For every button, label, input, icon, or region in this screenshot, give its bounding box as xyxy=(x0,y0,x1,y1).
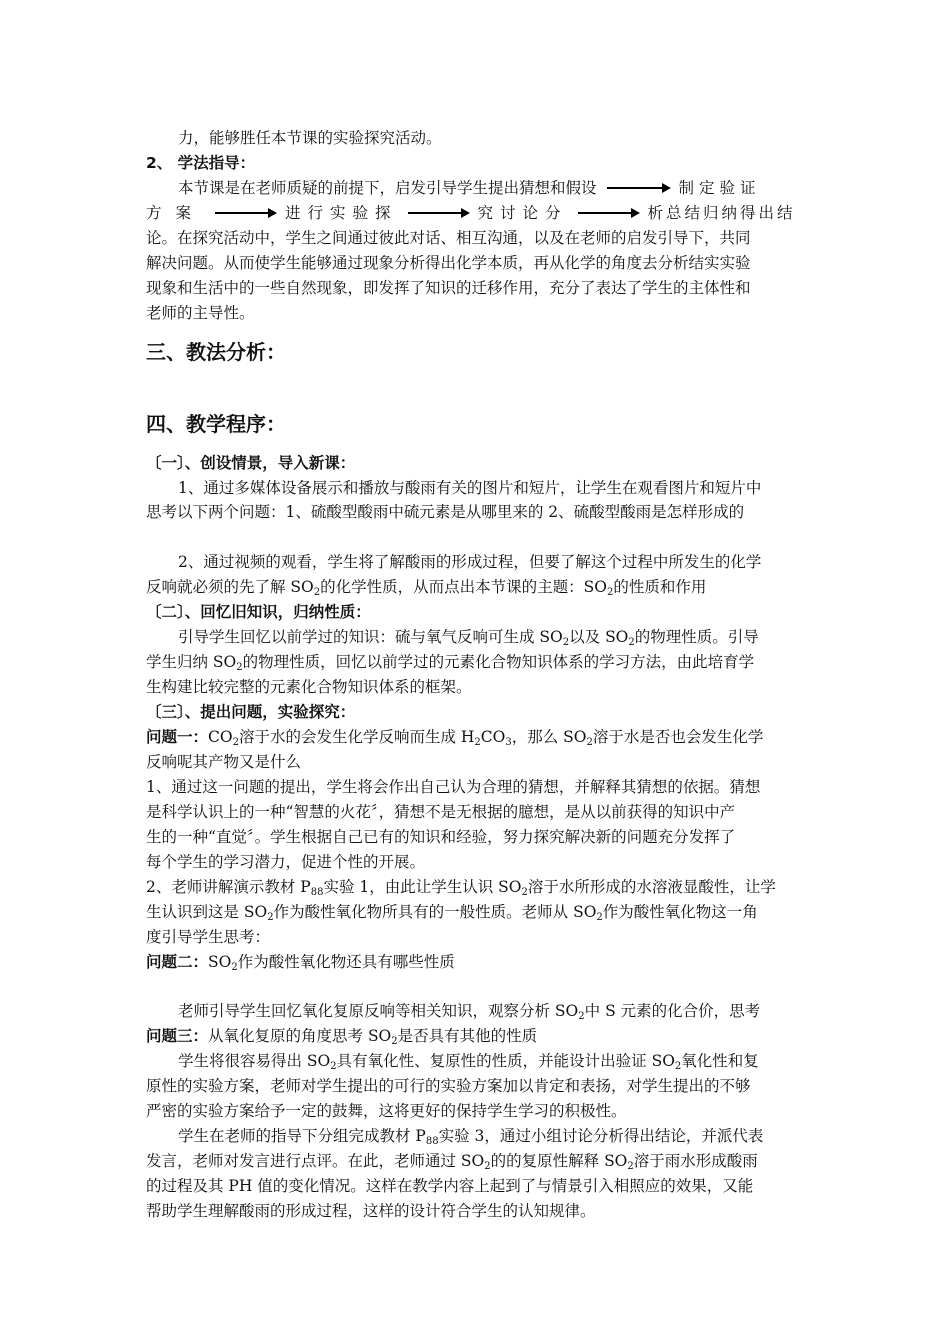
question-one-line: 问题一：$CO_2$溶于水的会发生化学反响而生成 $H_2CO_3$，那么 $SO_2$溶于水是否也会发生化学 xyxy=(146,727,764,748)
paragraph-line: 是科学认识上的一种“智慧的火花〞，猜想不是无根据的臆想，是从以前获得的知识中产 xyxy=(146,803,736,821)
paragraph-line: 的过程及其 PH 值的变化情况。这样在教学内容上起到了与情景引入相照应的效果，又能 xyxy=(146,1177,754,1195)
paragraph-line: 1、通过多媒体设备展示和播放与酸雨有关的图片和短片，让学生在观看图片和短片中 xyxy=(178,479,762,497)
question-label: 问题二： xyxy=(146,952,209,971)
paragraph-line: 解决问题。从而使学生能够通过现象分析得出化学本质，再从化学的角度去分析结实实验 xyxy=(146,254,751,272)
paragraph-line: 老师引导学生回忆氧化复原反响等相关知识，观察分析 $SO_2$中 S 元素的化合价，思考 xyxy=(178,1002,761,1022)
arrow-icon xyxy=(578,212,638,214)
flow-line-2 xyxy=(146,201,806,225)
flow-text: 进行实验探 xyxy=(285,204,398,222)
paragraph-line: 力，能够胜任本节课的实验探究活动。 xyxy=(178,129,442,147)
subsection-heading-1: 〔一〕、创设情景，导入新课： xyxy=(146,454,356,472)
paragraph-line: 帮助学生理解酸雨的形成过程，这样的设计符合学生的认知规律。 xyxy=(146,1202,596,1220)
paragraph-line: 反响就必须的先了解 $SO_2$的化学性质，从而点出本节课的主题：$SO_2$的性质和作用 xyxy=(146,578,707,598)
section-heading-teaching-procedure: 四、教学程序： xyxy=(146,412,286,436)
paragraph-line: 2、老师讲解演示教材 $P_{88}$实验 1，由此让学生认识 $SO_2$溶于水所形成的水溶液显酸性，让学 xyxy=(146,878,776,898)
paragraph-line: 每个学生的学习潜力，促进个性的开展。 xyxy=(146,853,426,871)
paragraph-line: 2、通过视频的观看，学生将了解酸雨的形成过程，但要了解这个过程中所发生的化学 xyxy=(178,553,762,571)
paragraph-line: 思考以下两个问题：1、硫酸型酸雨中硫元素是从哪里来的 2、硫酸型酸雨是怎样形成的 xyxy=(146,503,745,521)
flow-line-1 xyxy=(146,176,806,200)
question-three-line: 问题三：从氧化复原的角度思考 $SO_2$是否具有其他的性质 xyxy=(146,1026,538,1047)
paragraph-line: 严密的实验方案给予一定的鼓舞，这将更好的保持学生学习的积极性。 xyxy=(146,1102,627,1120)
section-heading-study-method: 2、 学法指导： xyxy=(146,154,256,172)
flow-text: 方案 xyxy=(146,204,206,222)
paragraph-line: 学生归纳 $SO_2$的物理性质，回忆以前学过的元素化合物知识体系的学习方法，由此培育学 xyxy=(146,653,755,673)
paragraph-line: 引导学生回忆以前学过的知识：硫与氧气反响可生成 $SO_2$以及 $SO_2$的物理性质。引导 xyxy=(178,628,759,648)
paragraph-line: 发言，老师对发言进行点评。在此，老师通过 $SO_2$的的复原性解释 $SO_2$溶于雨水形成酸雨 xyxy=(146,1152,758,1172)
paragraph-line: 反响呢其产物又是什么 xyxy=(146,753,302,771)
paragraph-line: 度引导学生思考： xyxy=(146,928,271,946)
arrow-icon xyxy=(215,212,275,214)
subsection-heading-3: 〔三〕、提出问题，实验探究： xyxy=(146,703,356,721)
flow-text: 究讨论分 xyxy=(477,204,568,222)
section-heading-teaching-method: 三、教法分析： xyxy=(146,340,286,364)
paragraph-line: 生认识到这是 $SO_2$作为酸性氧化物所具有的一般性质。老师从 $SO_2$作为酸性氧化物这一角 xyxy=(146,903,758,923)
question-label: 问题一： xyxy=(146,727,209,746)
paragraph-line: 论。在探究活动中，学生之间通过彼此对话、相互沟通，以及在老师的启发引导下，共同 xyxy=(146,229,751,247)
flow-text: 制定验证 xyxy=(678,179,761,197)
paragraph-line: 生构建比较完整的元素化合物知识体系的框架。 xyxy=(146,678,472,696)
paragraph-line: 生的一种“直觉〞。学生根据自己已有的知识和经验，努力探究解决新的问题充分发挥了 xyxy=(146,828,736,846)
arrow-icon xyxy=(607,187,669,189)
paragraph-line: 学生在老师的指导下分组完成教材 $P_{88}$实验 3，通过小组讨论分析得出结论，并派代表 xyxy=(178,1127,764,1147)
question-label: 问题三： xyxy=(146,1026,209,1045)
paragraph-line: 1、通过这一问题的提出，学生将会作出自己认为合理的猜想，并解释其猜想的依据。猜想 xyxy=(146,778,761,796)
paragraph-line: 学生将很容易得出 $SO_2$具有氧化性、复原性的性质，并能设计出验证 $SO_2$氧化性和复 xyxy=(178,1052,759,1072)
paragraph-line: 原性的实验方案，老师对学生提出的可行的实验方案加以肯定和表扬，对学生提出的不够 xyxy=(146,1077,751,1095)
flow-text: 本节课是在老师质疑的前提下，启发引导学生提出猜想和假设 xyxy=(178,179,597,197)
question-two-line: 问题二：$SO_2$作为酸性氧化物还具有哪些性质 xyxy=(146,952,455,973)
arrow-icon xyxy=(408,212,468,214)
paragraph-line: 现象和生活中的一些自然现象，即发挥了知识的迁移作用，充分了表达了学生的主体性和 xyxy=(146,279,751,297)
flow-text: 析总结归纳得出结 xyxy=(647,204,796,222)
subsection-heading-2: 〔二〕、回忆旧知识，归纳性质： xyxy=(146,603,371,621)
paragraph-line: 老师的主导性。 xyxy=(146,304,255,322)
